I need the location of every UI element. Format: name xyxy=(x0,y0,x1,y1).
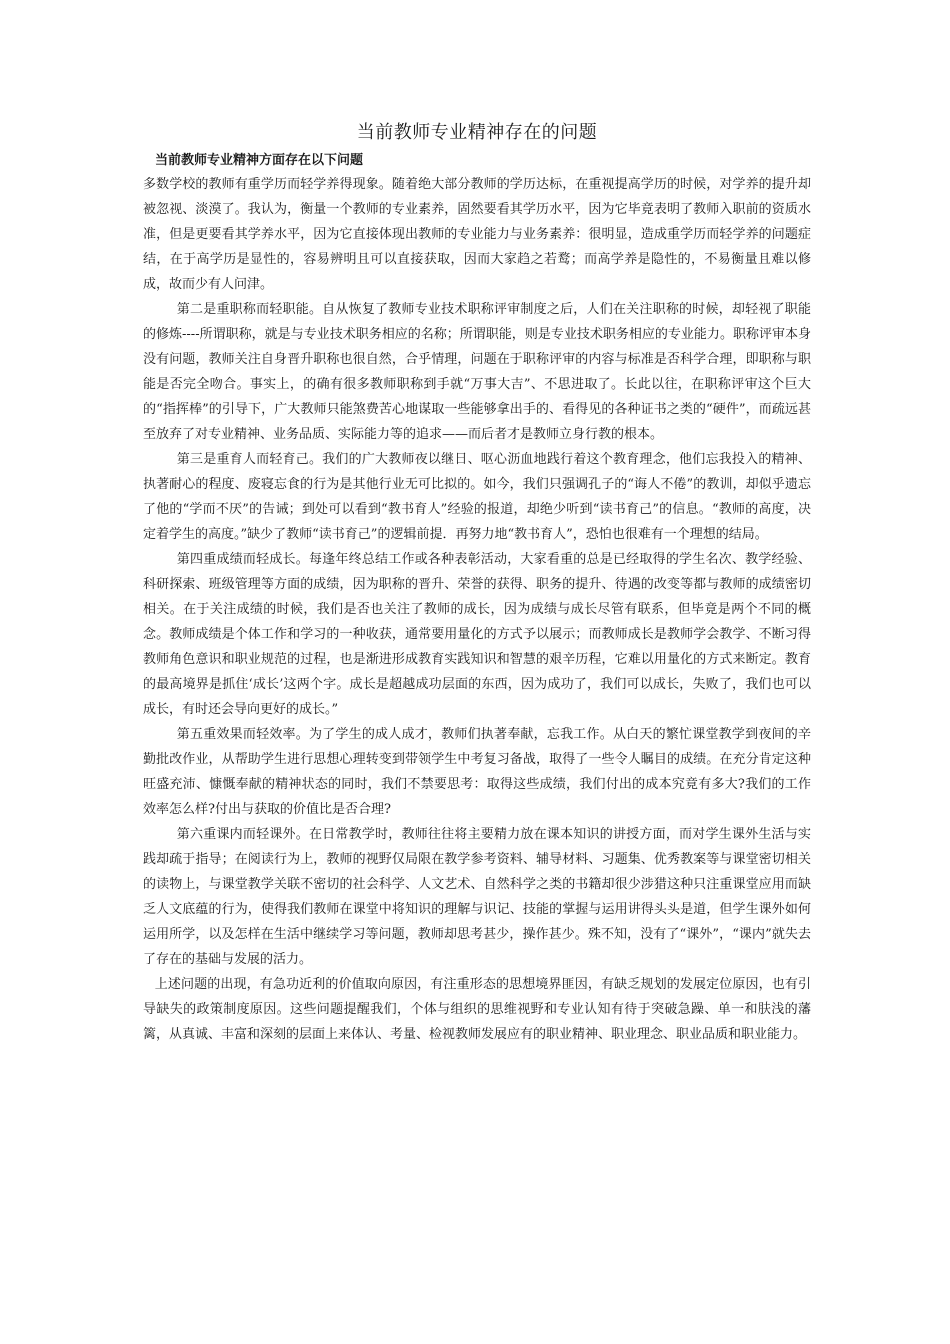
document-title: 当前教师专业精神存在的问题 xyxy=(356,122,598,143)
paragraph-1: 多数学校的教师有重学历而轻学养得现象。随着绝大部分教师的学历达标，在重视提高学历的时候，对学养的提升却被忽视、淡漠了。我认为，衡量一个教师的专业素养，固然要看其学历水平，因为它毕竟表明了教师入职前的资质水准，但是更要看其学养水平，因为它直接体现出教师的专业能力与业务素养：很明显，造成重学历而轻学养的问题症结，在于高学历是显性的，容易辨明且可以直接获取，因而大家趋之若鹜；而高学养是隐性的，不易衡量且难以修成，故而少有人问津。 xyxy=(143,177,811,292)
document-subtitle: 当前教师专业精神方面存在以下问题 xyxy=(155,153,364,168)
document-page xyxy=(143,120,811,1047)
paragraph-2: 第二是重职称而轻职能。自从恢复了教师专业技术职称评审制度之后，人们在关注职称的时候，却轻视了职能的修炼----所谓职称，就是与专业技术职务相应的名称；所谓职能，则是专业技术职务相应的专业能力。职称评审本身没有问题，教师关注自身晋升职称也很自然，合乎情理，问题在于职称评审的内容与标准是否科学合理，即职称与职能是否完全吻合。事实上，的确有很多教师职称到手就“万事大吉”、不思进取了。长此以往，在职称评审这个巨大的“指挥棒”的引导下，广大教师只能煞费苦心地谋取一些能够拿出手的、看得见的各种证书之类的“硬件”，而疏远甚至放弃了对专业精神、业务品质、实际能力等的追求——而后者才是教师立身行教的根本。 xyxy=(143,302,811,442)
paragraph-4: 第四重成绩而轻成长。每逢年终总结工作或各种表彰活动，大家看重的总是已经取得的学生名次、教学经验、科研探索、班级管理等方面的成绩，因为职称的晋升、荣誉的获得、职务的提升、待遇的改变等都与教师的成绩密切相关。在于关注成绩的时候，我们是否也关注了教师的成长，因为成绩与成长尽管有联系，但毕竟是两个不同的概念。教师成绩是个体工作和学习的一种收获，通常要用量化的方式予以展示；而教师成长是教师学会教学、不断习得教师角色意识和职业规范的过程，也是渐进形成教育实践知识和智慧的艰辛历程，它难以用量化的方式来断定。教育的最高境界是抓住‘成长’这两个字。成长是超越成功层面的东西，因为成功了，我们可以成长，失败了，我们也可以成长，有时还会导向更好的成长。” xyxy=(143,552,811,717)
paragraph-7: 上述问题的出现，有急功近利的价值取向原因，有注重形态的思想境界匪因，有缺乏规划的发展定位原因，也有引导缺失的政策制度原因。这些问题提醒我们，个体与组织的思维视野和专业认知有待于突破急躁、单一和肤浅的藩篱，从真诚、丰富和深刻的层面上来体认、考量、检视教师发展应有的职业精神、职业理念、职业品质和职业能力。 xyxy=(143,977,811,1042)
paragraph-6: 第六重课内而轻课外。在日常教学时，教师往往将主要精力放在课本知识的讲授方面，而对学生课外生活与实践却疏于指导；在阅读行为上，教师的视野仅局限在教学参考资料、辅导材料、习题集、优秀教案等与课堂密切相关的读物上，与课堂教学关联不密切的社会科学、人文艺术、自然科学之类的书籍却很少涉猎这种只注重课堂应用而缺乏人文底蕴的行为，使得我们教师在课堂中将知识的理解与识记、技能的掌握与运用讲得头头是道，但学生课外如何运用所学，以及怎样在生活中继续学习等问题，教师却思考甚少，操作甚少。殊不知，没有了“课外”，“课内”就失去了存在的基础与发展的活力。 xyxy=(143,827,811,967)
paragraph-5: 第五重效果而轻效率。为了学生的成人成才，教师们执著奉献，忘我工作。从白天的繁忙课堂教学到夜间的辛勤批改作业，从帮助学生进行思想心理转变到带领学生中考复习备战，取得了一些令人瞩目的成绩。在充分肯定这种旺盛充沛、慷慨奉献的精神状态的同时，我们不禁要思考：取得这些成绩，我们付出的成本究竟有多大?我们的工作效率怎么样?付出与获取的价值比是否合理? xyxy=(143,727,811,817)
paragraph-3: 第三是重育人而轻育己。我们的广大教师夜以继日、呕心沥血地践行着这个教育理念，他们忘我投入的精神、执著耐心的程度、废寝忘食的行为是其他行业无可比拟的。如今，我们只强调孔子的“诲人不倦”的教训，却似乎遗忘了他的“学而不厌”的告诫；到处可以看到“教书育人”经验的报道，却绝少听到“读书育己”的信息。“教师的高度，决定着学生的高度。”缺少了教师“读书育己”的逻辑前提．再努力地“教书育人”，恐怕也很难有一个理想的结局。 xyxy=(143,452,811,542)
